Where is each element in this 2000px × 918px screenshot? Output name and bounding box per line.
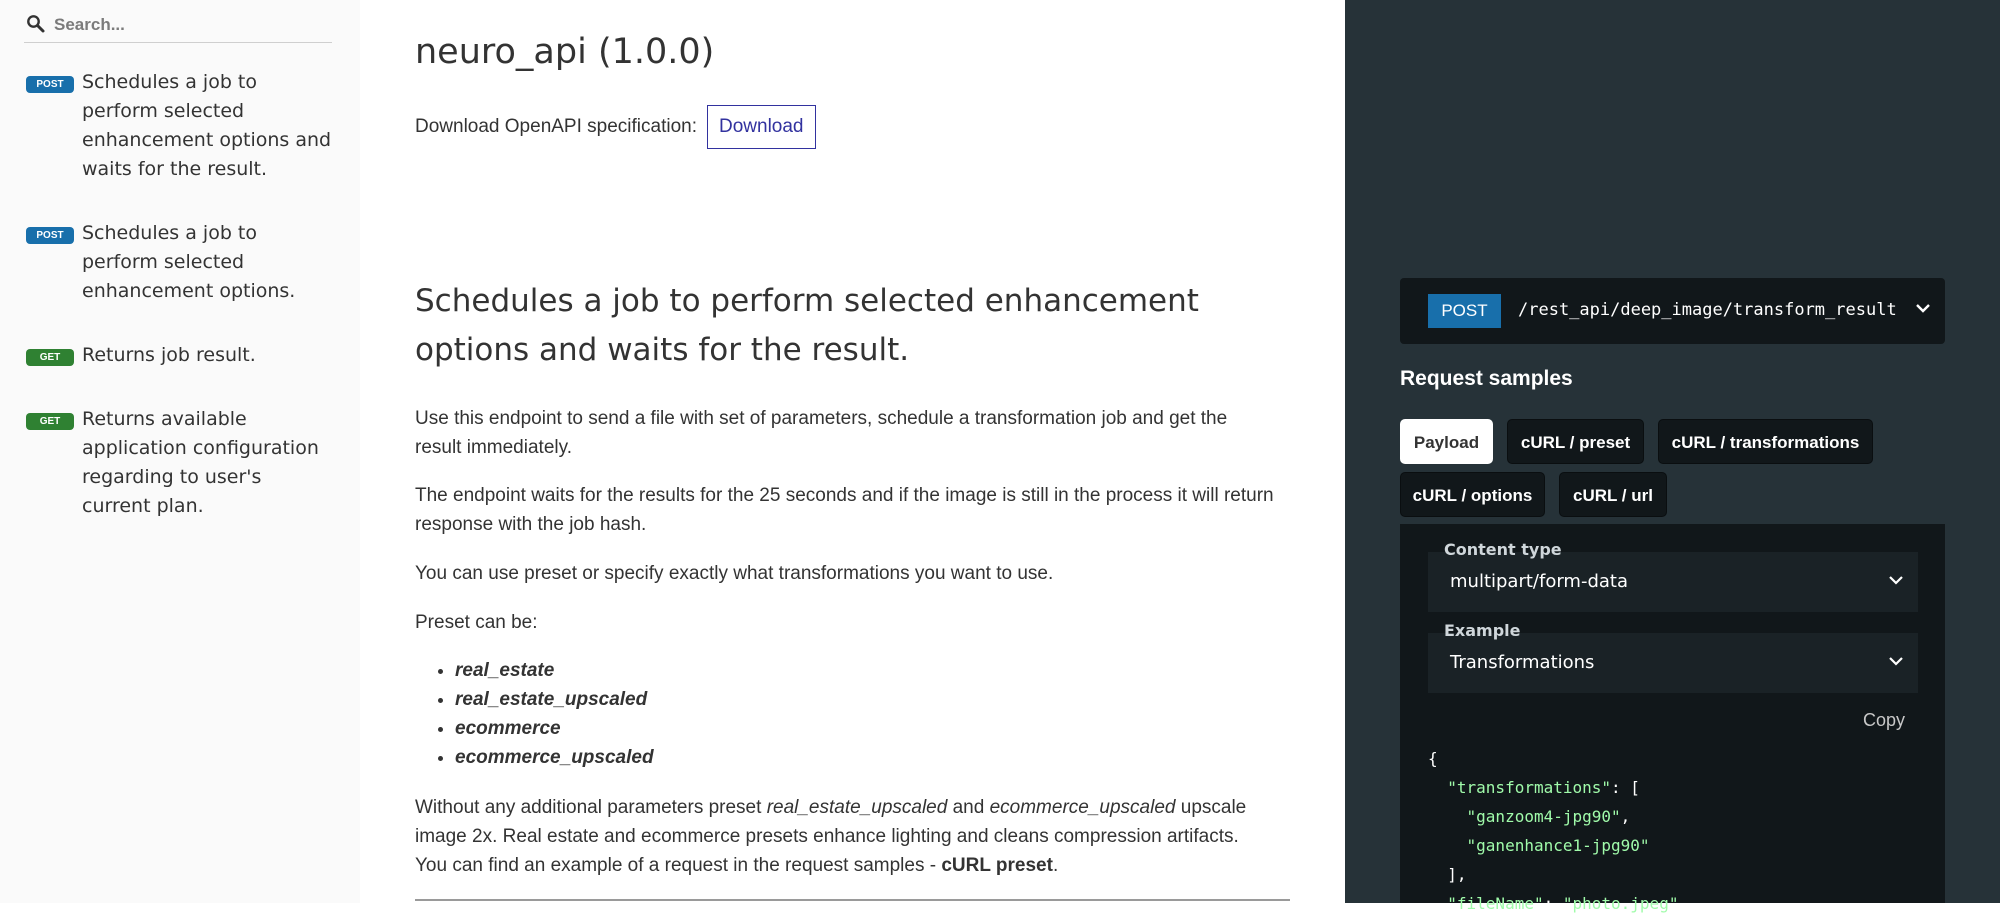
method-badge: POST [1428,294,1501,328]
code-token: ], [1447,865,1467,884]
text: . [1052,855,1059,876]
preset-item: • real_estate_upscaled [455,685,654,714]
description-paragraph [415,793,1275,880]
sidebar-item-label: Returns available application configuration regarding to user's current plan. [82,408,319,517]
content-type-label: Content type [1444,540,1562,559]
divider [415,899,1290,901]
tab-payload[interactable]: Payload [1400,419,1493,464]
sidebar-item-label: Schedules a job to perform selected enhancement options and waits for the result. [82,71,332,180]
search-box [24,8,332,43]
example-label: Example [1444,621,1521,640]
operation-title: Schedules a job to perform selected enhancement options and waits for the result. [415,283,1199,368]
code-string: "photo.jpeg" [1562,894,1679,913]
content-type-value: multipart/form-data [1450,571,1628,592]
example-value: Transformations [1450,652,1595,673]
chevron-down-icon [1888,655,1904,667]
code-string: "ganzoom4-jpg90" [1466,807,1621,826]
copy-button[interactable]: Copy [1862,710,1905,730]
request-samples-title: Request samples [1400,367,1573,390]
chevron-down-icon [1915,302,1931,314]
download-label: Download OpenAPI specification: [415,116,697,137]
preset-item: • ecommerce_upscaled [455,743,654,772]
tab-curl-transformations[interactable]: cURL / transformations [1658,419,1873,464]
code-token: { [1428,749,1438,768]
sidebar-item-label: Returns job result. [82,344,256,366]
sidebar-item-job-result[interactable] [26,341,346,370]
description-paragraph: The endpoint waits for the results for the 25 seconds and if the image is still in the process it will return response with the job hash. [415,485,1274,535]
content-type-select[interactable] [1428,540,1918,612]
strong-text: cURL preset [941,855,1053,876]
code-string: "ganenhance1-jpg90" [1466,836,1650,855]
emphasis: ecommerce_upscaled [989,797,1176,818]
endpoint-path: /rest_api/deep_image/transform_result [1518,300,1897,320]
tab-curl-options[interactable]: cURL / options [1400,472,1545,517]
code-sample: { "transformations": [ "ganzoom4-jpg90", "ganenhance1-jpg90" ], "fileName": "photo.jpeg" [1428,749,1679,913]
code-key: "fileName" [1447,894,1544,913]
preset-item: • ecommerce [455,714,654,743]
description-paragraph: Preset can be: [415,612,538,633]
get-badge: GET [26,413,74,430]
text: and [947,797,990,818]
download-row [415,105,816,149]
preset-item: • real_estate [455,656,654,685]
code-token: : [ [1611,778,1640,797]
api-title: neuro_api (1.0.0) [415,32,715,72]
emphasis: real_estate_upscaled [766,797,948,818]
text: Without any additional parameters preset [415,797,767,818]
endpoint-selector[interactable] [1400,278,1945,344]
chevron-down-icon [1888,574,1904,586]
description-paragraph: Use this endpoint to send a file with set of parameters, schedule a transformation job and get the result immediately. [415,408,1228,458]
sidebar-item-schedule-wait[interactable] [26,68,346,184]
post-badge: POST [26,76,74,93]
description-paragraph: You can use preset or specify exactly what transformations you want to use. [415,563,1054,584]
preset-list [455,656,654,772]
sidebar-item-schedule[interactable] [26,219,346,306]
sidebar-item-label: Schedules a job to perform selected enhancement options. [82,222,296,302]
sidebar-item-app-config[interactable] [26,405,346,521]
example-select[interactable] [1428,621,1918,693]
text: upscale image 2x. Real estate and ecommerce presets enhance lighting and cleans compression artifacts. You can find an example of a request in the request samples - [415,797,1247,876]
search-input[interactable] [54,14,324,36]
download-button[interactable]: Download [707,105,816,149]
search-icon [26,14,46,34]
right-panel [1345,0,2000,913]
get-badge: GET [26,349,74,366]
tab-curl-url[interactable]: cURL / url [1559,472,1667,517]
sidebar [0,0,360,903]
post-badge: POST [26,227,74,244]
tab-curl-preset[interactable]: cURL / preset [1507,419,1644,464]
samples-body [1400,524,1945,913]
code-key: "transformations" [1447,778,1612,797]
